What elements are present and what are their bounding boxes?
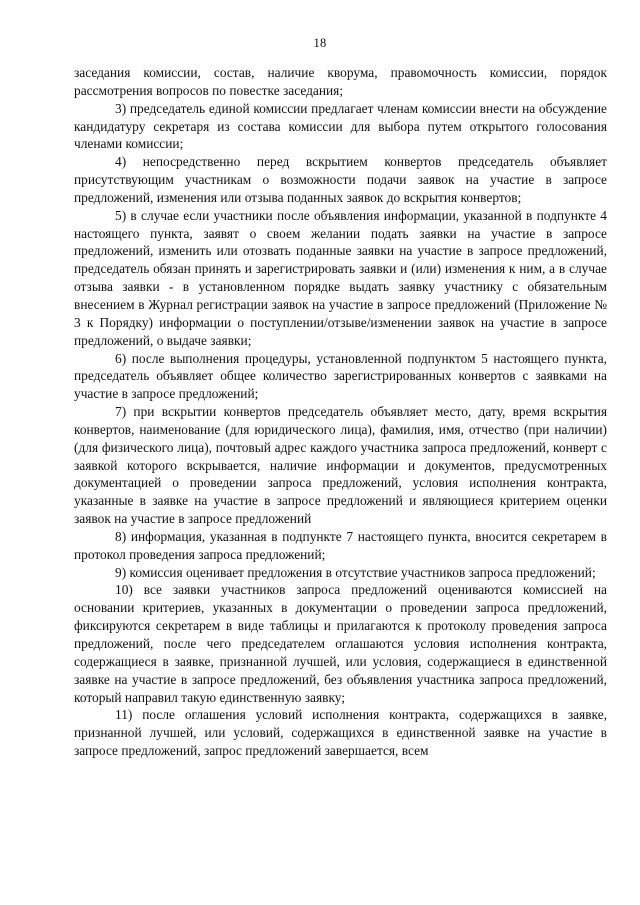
- paragraph-item-8: 8) информация, указанная в подпункте 7 настоящего пункта, вносится секретарем в протокол проведения запроса предложений;: [74, 528, 607, 562]
- paragraph-item-3: 3) председатель единой комиссии предлагает членам комиссии внести на обсуждение кандидатуру секретаря из состава комиссии для выбора путем открытого голосования членами комиссии;: [74, 100, 607, 152]
- paragraph-item-7: 7) при вскрытии конвертов председатель объявляет место, дату, время вскрытия конвертов, наименование (для юридического лица), фамилия, имя, отчество (при наличии) (для физического лица), почтовый адрес каждого участника запроса предложений, конверт с заявкой которого вскрывается, наличие информации и документов, предусмотренных документацией о проведении запроса предложений, условия исполнения контракта, указанные в заявке на участие в запросе предложений и являющиеся критерием оценки заявок на участие в запросе предложений: [74, 404, 607, 527]
- paragraph-item-10: 10) все заявки участников запроса предложений оцениваются комиссией на основании критериев, указанных в документации о проведении запроса предложений, фиксируются секретарем в виде таблицы и прилагаются к протоколу проведения запроса предложений, после чего председателем оглашаются условия исполнения контракта, содержащиеся в заявке, признанной лучшей, или условия, содержащиеся в единственной заявке на участие в запросе предложений, без объявления участника запроса предложений, который направил такую единственную заявку;: [74, 582, 607, 705]
- paragraph-item-4: 4) непосредственно перед вскрытием конвертов председатель объявляет присутствующим участникам о возможности подачи заявок на участие в запросе предложений, изменения или отзыва поданных заявок до вскрытия конвертов;: [74, 154, 607, 205]
- paragraph-item-9: 9) комиссия оценивает предложения в отсутствие участников запроса предложений;: [115, 564, 596, 580]
- page-number: 18: [313, 36, 327, 50]
- paragraph-item-6: 6) после выполнения процедуры, установленной подпунктом 5 настоящего пункта, председатель объявляет общее количество зарегистрированных конвертов с заявками на участие в запросе предложений;: [74, 350, 607, 402]
- paragraph-item-5: 5) в случае если участники после объявления информации, указанной в подпункте 4 настоящего пункта, заявят о своем желании подать заявки на участие в запросе предложений, изменить или отозвать поданные заявки на участие в запросе предложений, председатель обязан принять и зарегистрировать заявки и (или) изменения к ним, а в случае отзыва заявки - в установленном порядке выдать заявку участнику с обязательным внесением в Журнал регистрации заявок на участие в запросе предложений (Приложение № 3 к Порядку) информации о поступлении/отзыве/изменении заявок на участие в запросе предложений, о выдаче заявки;: [74, 207, 607, 348]
- document-body: [74, 64, 607, 760]
- paragraph-item-11: 11) после оглашения условий исполнения контракта, содержащихся в заявке, признанной лучшей, или условий, содержащихся в единственной заявке на участие в запросе предложений, запрос предложений завершается, всем: [74, 707, 607, 759]
- paragraph-continuation: заседания комиссии, состав, наличие кворума, правомочность комиссии, порядок рассмотрения вопросов по повестке заседания;: [74, 65, 607, 98]
